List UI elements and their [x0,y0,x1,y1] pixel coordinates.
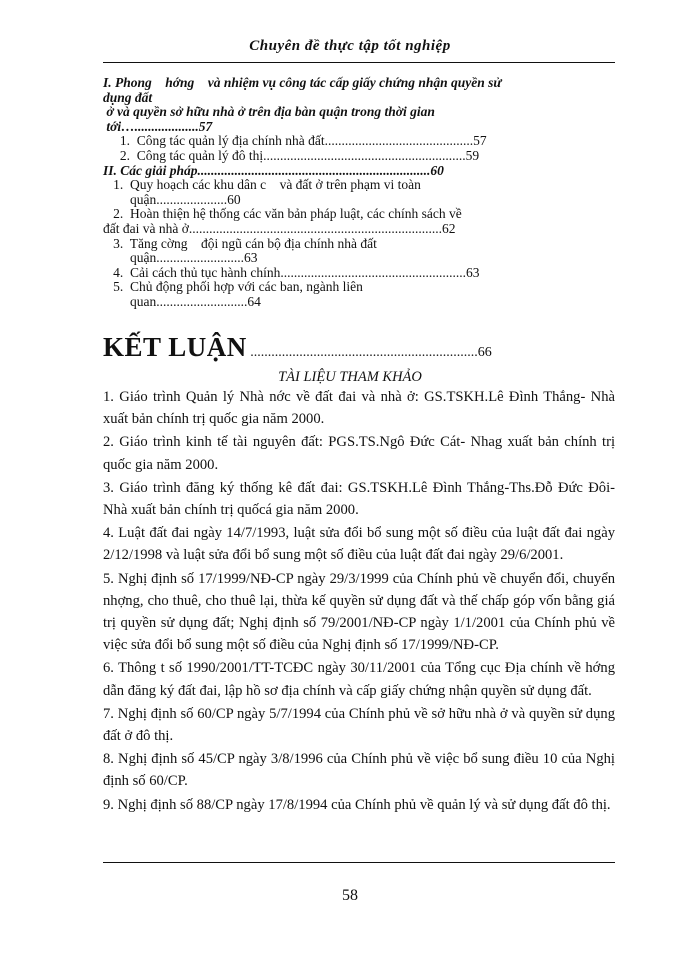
toc-line: 4. Cải cách thủ tục hành chính.......................................................63 [103,264,480,280]
toc-line: 2. Hoàn thiện hệ thống các văn bản pháp luật, các chính sách về [103,206,462,222]
toc-line: II. Các giải pháp.....................................................................60 [103,162,444,178]
reference-item: 5. Nghị định số 17/1999/NĐ-CP ngày 29/3/1999 của Chính phủ về chuyển đổi, chuyển nhợng, cho thuê, cho thuê lại, thừa kế quyền sử dụng đất và thế chấp góp vốn bằng giá trị quyền sử dụng đất; Nghị định số 79/2001/NĐ-CP ngày 1/1/2001 của Chính phủ về việc sửa đổi bổ sung một số điều của Nghị định số 17/1999/NĐ-CP. [103,570,615,654]
reference-item: 6. Thông t số 1990/2001/TT-TCĐC ngày 30/11/2001 của Tổng cục Địa chính về hớng dẫn đăng ký đất đai, lập hồ sơ địa chính và cấp giấy chứng nhận quyền sử dụng đất. [103,660,615,699]
references-title: TÀI LIỆU THAM KHẢO [278,369,422,385]
toc-line: đất đai và nhà ở...........................................................................62 [103,220,456,236]
toc-line: tới…...................57 [103,118,213,134]
reference-item: 8. Nghị định số 45/CP ngày 3/8/1996 của Chính phủ về việc bổ sung điều 10 của Nghị định số 60/CP. [103,751,615,790]
conclusion-entry [103,332,615,363]
toc-line: 1. Công tác quản lý địa chính nhà đất............................................57 [103,133,487,149]
toc-line: 3. Tăng cờng đội ngũ cán bộ địa chính nhà đất [103,235,377,251]
reference-item: 1. Giáo trình Quản lý Nhà nớc về đất đai và nhà ở: GS.TSKH.Lê Đình Thắng- Nhà xuất bản chính trị quốc gia năm 2000. [103,389,615,428]
footer-rule [103,862,615,863]
running-header: Chuyên đề thực tập tốt nghiệp [249,38,451,54]
header-rule [103,62,615,63]
reference-item: 2. Giáo trình kinh tế tài nguyên đất: PGS.TS.Ngô Đức Cát- Nhag xuất bản chính trị quốc gia năm 2000. [103,434,615,473]
reference-item: 4. Luật đất đai ngày 14/7/1993, luật sửa đổi bổ sung một số điều của luật đất đai ngày 2/12/1998 và luật sửa đổi bổ sung một số điều của luật đất đai ngày 29/6/2001. [103,525,615,564]
toc-line: 2. Công tác quản lý đô thị............................................................59 [103,147,480,163]
conclusion-heading: KẾT LUẬN [103,332,247,362]
toc-line: ở và quyền sở hữu nhà ở trên địa bàn quận trong thời gian [103,104,435,120]
conclusion-page-ref: .................................................................66 [246,345,492,360]
toc-line: I. Phong hớng và nhiệm vụ công tác cấp giấy chứng nhận quyền sử [103,75,502,90]
toc-line: quận.....................60 [103,191,241,207]
reference-item: 7. Nghị định số 60/CP ngày 5/7/1994 của Chính phủ về sở hữu nhà ở và quyền sử dụng đất ở đô thị. [103,705,615,745]
reference-item: 9. Nghị định số 88/CP ngày 17/8/1994 của Chính phủ về quản lý và sử dụng đất đô thị. [103,796,611,813]
references-list [103,386,615,817]
toc-line: quận..........................63 [103,250,258,266]
reference-item: 3. Giáo trình đăng ký thống kê đất đai: GS.TSKH.Lê Đình Thắng-Ths.Đỗ Đức Đôi- Nhà xuất bản chính trị quốcá gia năm 2000. [103,479,615,519]
page-number: 58 [342,887,358,904]
toc-line: 5. Chủ động phối hợp với các ban, ngành liên [103,279,363,295]
toc-line: 1. Quy hoạch các khu dân c và đất ở trên phạm vi toàn [103,177,421,193]
toc-line: quan...........................64 [103,293,261,309]
table-of-contents [103,76,615,310]
toc-line: dụng đất [103,89,153,105]
